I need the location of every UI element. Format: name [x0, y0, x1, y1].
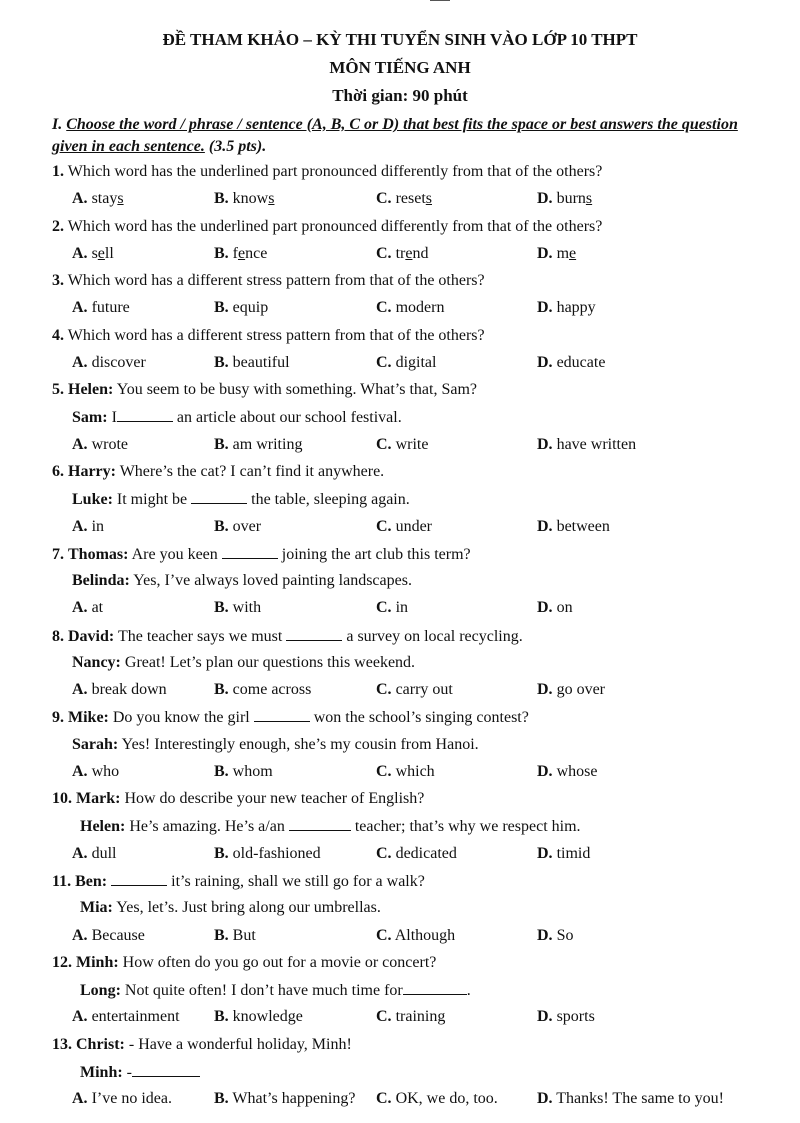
- q8-option-c[interactable]: C. carry out: [376, 681, 453, 698]
- q3-option-a[interactable]: A. future: [72, 299, 130, 316]
- answer-blank[interactable]: [254, 708, 310, 722]
- q8-option-a[interactable]: A. break down: [72, 681, 167, 698]
- q1-option-d[interactable]: D. burns: [537, 190, 593, 207]
- question-10-reply: Helen: He’s amazing. He’s a/an teacher; that’s why we respect him.: [80, 818, 581, 835]
- q6-option-a[interactable]: A. in: [72, 518, 105, 535]
- question-1: 1. Which word has the underlined part pronounced differently from that of the others?: [52, 163, 603, 180]
- question-10: 10. Mark: How do describe your new teacher of English?: [52, 790, 425, 807]
- answer-blank[interactable]: [117, 408, 173, 422]
- answer-blank[interactable]: [132, 1063, 200, 1077]
- q3-option-b[interactable]: B. equip: [214, 299, 269, 316]
- q1-option-c[interactable]: C. resets: [376, 190, 432, 207]
- q2-option-a[interactable]: A. sell: [72, 245, 114, 262]
- q1-option-b[interactable]: B. knows: [214, 190, 275, 207]
- q3-option-d[interactable]: D. happy: [537, 299, 596, 316]
- q8-option-d[interactable]: D. go over: [537, 681, 605, 698]
- question-6: 6. Harry: Where’s the cat? I can’t find it anywhere.: [52, 463, 385, 480]
- question-7-reply: Belinda: Yes, I’ve always loved painting landscapes.: [72, 572, 412, 589]
- q13-option-b[interactable]: B. What’s happening?: [214, 1090, 356, 1107]
- answer-blank[interactable]: [289, 817, 351, 831]
- q13-option-d[interactable]: D. Thanks! The same to you!: [537, 1090, 724, 1107]
- q4-option-b[interactable]: B. beautiful: [214, 354, 290, 371]
- q10-option-b[interactable]: B. old-fashioned: [214, 845, 321, 862]
- q12-option-d[interactable]: D. sports: [537, 1008, 595, 1025]
- q4-option-c[interactable]: C. digital: [376, 354, 437, 371]
- exam-title: ĐỀ THAM KHẢO – KỲ THI TUYỂN SINH VÀO LỚP 10 THPT: [162, 30, 638, 49]
- q5-option-a[interactable]: A. wrote: [72, 436, 128, 453]
- time-allowed: Thời gian: 90 phút: [332, 86, 468, 105]
- q11-option-a[interactable]: A. Because: [72, 927, 145, 944]
- q11-option-b[interactable]: B. But: [214, 927, 256, 944]
- q1-option-a[interactable]: A. stays: [72, 190, 124, 207]
- q4-option-d[interactable]: D. educate: [537, 354, 606, 371]
- question-11: 11. Ben: it’s raining, shall we still go for a walk?: [52, 873, 425, 890]
- question-4: 4. Which word has a different stress pattern from that of the others?: [52, 327, 485, 344]
- question-5: 5. Helen: You seem to be busy with something. What’s that, Sam?: [52, 381, 478, 398]
- q10-option-c[interactable]: C. dedicated: [376, 845, 457, 862]
- q12-option-c[interactable]: C. training: [376, 1008, 446, 1025]
- question-7: 7. Thomas: Are you keen joining the art club this term?: [52, 546, 471, 563]
- q7-option-b[interactable]: B. with: [214, 599, 262, 616]
- question-8: 8. David: The teacher says we must a survey on local recycling.: [52, 628, 523, 645]
- answer-blank[interactable]: [111, 872, 167, 886]
- question-11-reply: Mia: Yes, let’s. Just bring along our umbrellas.: [80, 899, 381, 916]
- q7-option-d[interactable]: D. on: [537, 599, 573, 616]
- question-12-reply: Long: Not quite often! I don’t have much time for .: [80, 982, 471, 999]
- answer-blank[interactable]: [286, 627, 342, 641]
- q6-option-c[interactable]: C. under: [376, 518, 432, 535]
- q9-option-c[interactable]: C. which: [376, 763, 435, 780]
- q5-option-b[interactable]: B. am writing: [214, 436, 303, 453]
- q2-option-b[interactable]: B. fence: [214, 245, 268, 262]
- q7-option-a[interactable]: A. at: [72, 599, 104, 616]
- q5-option-d[interactable]: D. have written: [537, 436, 637, 453]
- q13-option-a[interactable]: A. I’ve no idea.: [72, 1090, 172, 1107]
- question-13: 13. Christ: - Have a wonderful holiday, Minh!: [52, 1036, 352, 1053]
- q8-option-b[interactable]: B. come across: [214, 681, 312, 698]
- q10-option-a[interactable]: A. dull: [72, 845, 117, 862]
- q9-option-d[interactable]: D. whose: [537, 763, 598, 780]
- q13-option-c[interactable]: C. OK, we do, too.: [376, 1090, 498, 1107]
- question-3: 3. Which word has a different stress pattern from that of the others?: [52, 272, 485, 289]
- q7-option-c[interactable]: C. in: [376, 599, 409, 616]
- q6-option-d[interactable]: D. between: [537, 518, 610, 535]
- answer-blank[interactable]: [191, 490, 247, 504]
- q5-option-c[interactable]: C. write: [376, 436, 429, 453]
- section-instruction-text: Choose the word / phrase / sentence (A, B, C or D) that best fits the space or best answers the question given in each sentence.: [52, 116, 738, 155]
- section-points: (3.5 pts).: [208, 138, 267, 155]
- q12-option-b[interactable]: B. knowledge: [214, 1008, 303, 1025]
- question-9: 9. Mike: Do you know the girl won the school’s singing contest?: [52, 709, 529, 726]
- question-9-reply: Sarah: Yes! Interestingly enough, she’s my cousin from Hanoi.: [72, 736, 479, 753]
- q2-option-d[interactable]: D. me: [537, 245, 577, 262]
- answer-blank[interactable]: [403, 981, 467, 995]
- q4-option-a[interactable]: A. discover: [72, 354, 146, 371]
- q6-option-b[interactable]: B. over: [214, 518, 262, 535]
- q11-option-c[interactable]: C. Although: [376, 927, 456, 944]
- subject-title: MÔN TIẾNG ANH: [329, 58, 471, 77]
- question-5-reply: Sam: I an article about our school festival.: [72, 409, 402, 426]
- q12-option-a[interactable]: A. entertainment: [72, 1008, 180, 1025]
- question-8-reply: Nancy: Great! Let’s plan our questions this weekend.: [72, 654, 416, 671]
- q3-option-c[interactable]: C. modern: [376, 299, 445, 316]
- q9-option-a[interactable]: A. who: [72, 763, 120, 780]
- answer-blank[interactable]: [222, 545, 278, 559]
- q11-option-d[interactable]: D. So: [537, 927, 574, 944]
- question-13-reply: Minh: -: [80, 1063, 200, 1082]
- page-top-mark: [430, 0, 450, 1]
- question-6-reply: Luke: It might be the table, sleeping again.: [72, 491, 410, 508]
- section-number: I.: [52, 116, 63, 133]
- q2-option-c[interactable]: C. trend: [376, 245, 429, 262]
- question-2: 2. Which word has the underlined part pronounced differently from that of the others?: [52, 218, 603, 235]
- q10-option-d[interactable]: D. timid: [537, 845, 591, 862]
- section-instruction: [52, 114, 777, 158]
- q9-option-b[interactable]: B. whom: [214, 763, 273, 780]
- question-12: 12. Minh: How often do you go out for a movie or concert?: [52, 954, 437, 971]
